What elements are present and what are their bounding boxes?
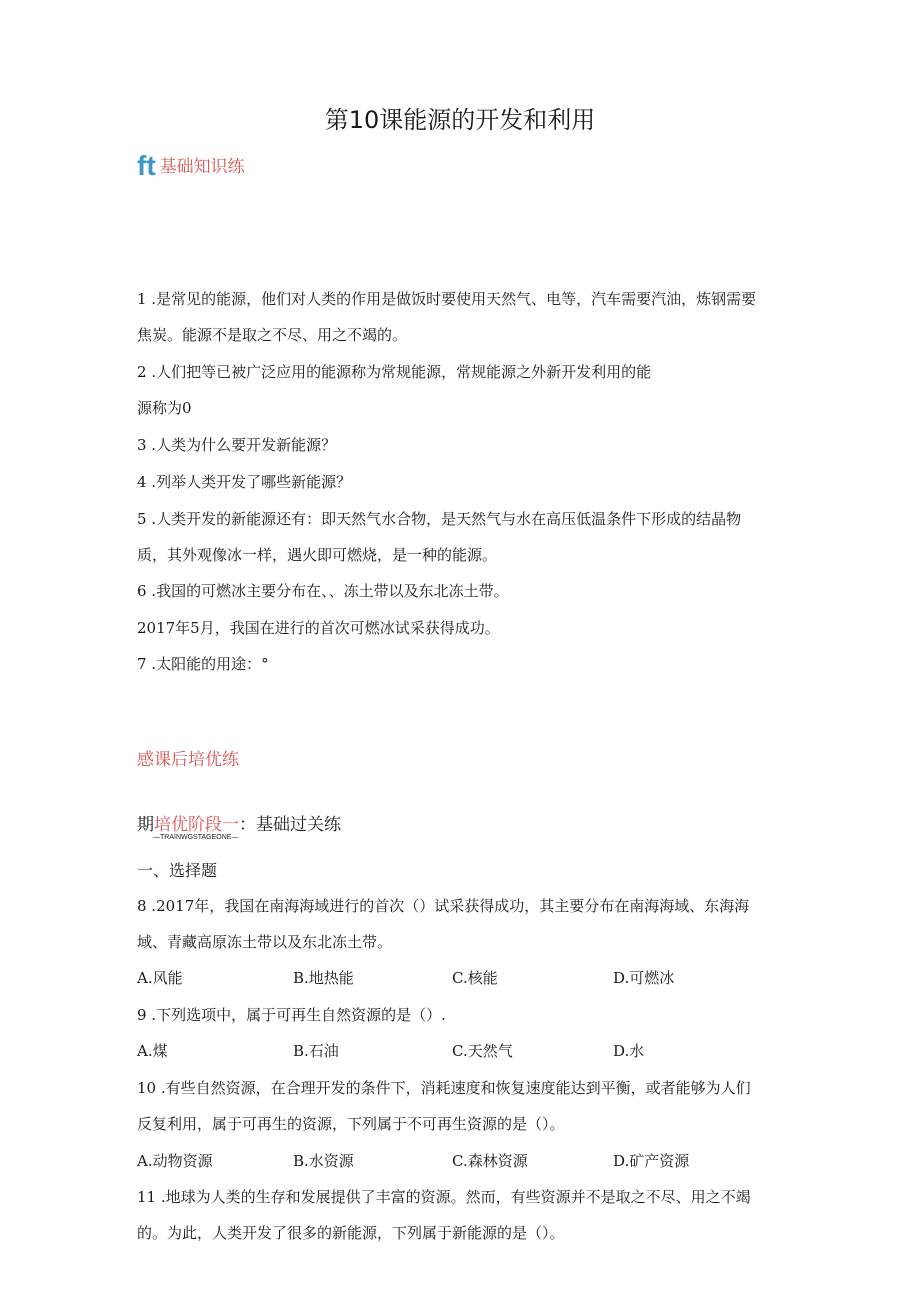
- question-line: 域、青藏高原冻土带以及东北冻土带。: [137, 933, 393, 951]
- question-line: 1 .是常见的能源，他们对人类的作用是做饭时要使用天然气、电等，汽车需要汽油，炼钢需要: [137, 290, 757, 308]
- stage-red: 培优阶段一: [154, 815, 239, 835]
- option-b: B.石油: [293, 1042, 339, 1060]
- question-line: 5 .人类开发的新能源还有：即天然气水合物，是天然气与水在高压低温条件下形成的结晶物: [137, 510, 742, 528]
- question-line: 6 .我国的可燃冰主要分布在、、冻土带以及东北冻土带。: [137, 582, 509, 600]
- question-line: 的。为此，人类开发了很多的新能源，下列属于新能源的是（）。: [137, 1224, 565, 1242]
- section-basic-label: 基础知识练: [159, 157, 245, 177]
- question-line: 10 .有些自然资源，在合理开发的条件下，消耗速度和恢复速度能达到平衡，或者能够为人们: [137, 1079, 751, 1097]
- stage-subtitle: —TRAINWGSTAGEONE—: [153, 834, 239, 841]
- page-title: 第10课能源的开发和利用: [324, 106, 596, 134]
- part-title: 一、选择题: [137, 861, 218, 880]
- question-line: 9 .下列选项中，属于可再生自然资源的是（）.: [137, 1006, 446, 1024]
- option-a: A.风能: [137, 969, 183, 987]
- option-d: D.可燃冰: [613, 969, 675, 987]
- option-a: A.动物资源: [137, 1152, 213, 1170]
- question-line: 7 .太阳能的用途：°: [137, 655, 269, 673]
- option-c: C.核能: [452, 969, 498, 987]
- option-b: B.地热能: [293, 969, 354, 987]
- section-after-heading: 感课后培优练: [137, 750, 239, 770]
- option-d: D.矿产资源: [613, 1152, 690, 1170]
- question-line: 反复利用，属于可再生的资源，下列属于不可再生资源的是（）。: [137, 1115, 565, 1133]
- option-c: C.森林资源: [452, 1152, 528, 1170]
- question-line: 焦炭。能源不是取之不尽、用之不竭的。: [137, 326, 408, 344]
- option-c: C.天然气: [452, 1042, 513, 1060]
- stage-rest: ：基础过关练: [239, 815, 341, 835]
- question-line: 2 .人们把等已被广泛应用的能源称为常规能源，常规能源之外新开发利用的能: [137, 363, 652, 381]
- question-line: 4 .列举人类开发了哪些新能源？: [137, 473, 352, 491]
- question-line: 8 .2017年，我国在南海海域进行的首次（）试采获得成功，其主要分布在南海海域、东海海: [137, 897, 750, 915]
- question-line: 源称为0: [137, 399, 192, 417]
- option-a: A.煤: [137, 1042, 168, 1060]
- option-d: D.水: [613, 1042, 645, 1060]
- question-line: 质，其外观像冰一样，遇火即可燃烧，是一种的能源。: [137, 546, 498, 564]
- question-line: 3 .人类为什么要开发新能源？: [137, 436, 337, 454]
- stage-heading: [137, 810, 341, 835]
- stage-prefix: 期: [137, 815, 154, 835]
- option-b: B.水资源: [293, 1152, 354, 1170]
- section-icon: ft: [137, 150, 156, 181]
- section-basic-heading: [137, 150, 245, 182]
- question-line: 2017年5月，我国在进行的首次可燃冰试采获得成功。: [137, 619, 500, 637]
- question-line: 11 .地球为人类的生存和发展提供了丰富的资源。然而，有些资源并不是取之不尽、用之不竭: [137, 1188, 751, 1206]
